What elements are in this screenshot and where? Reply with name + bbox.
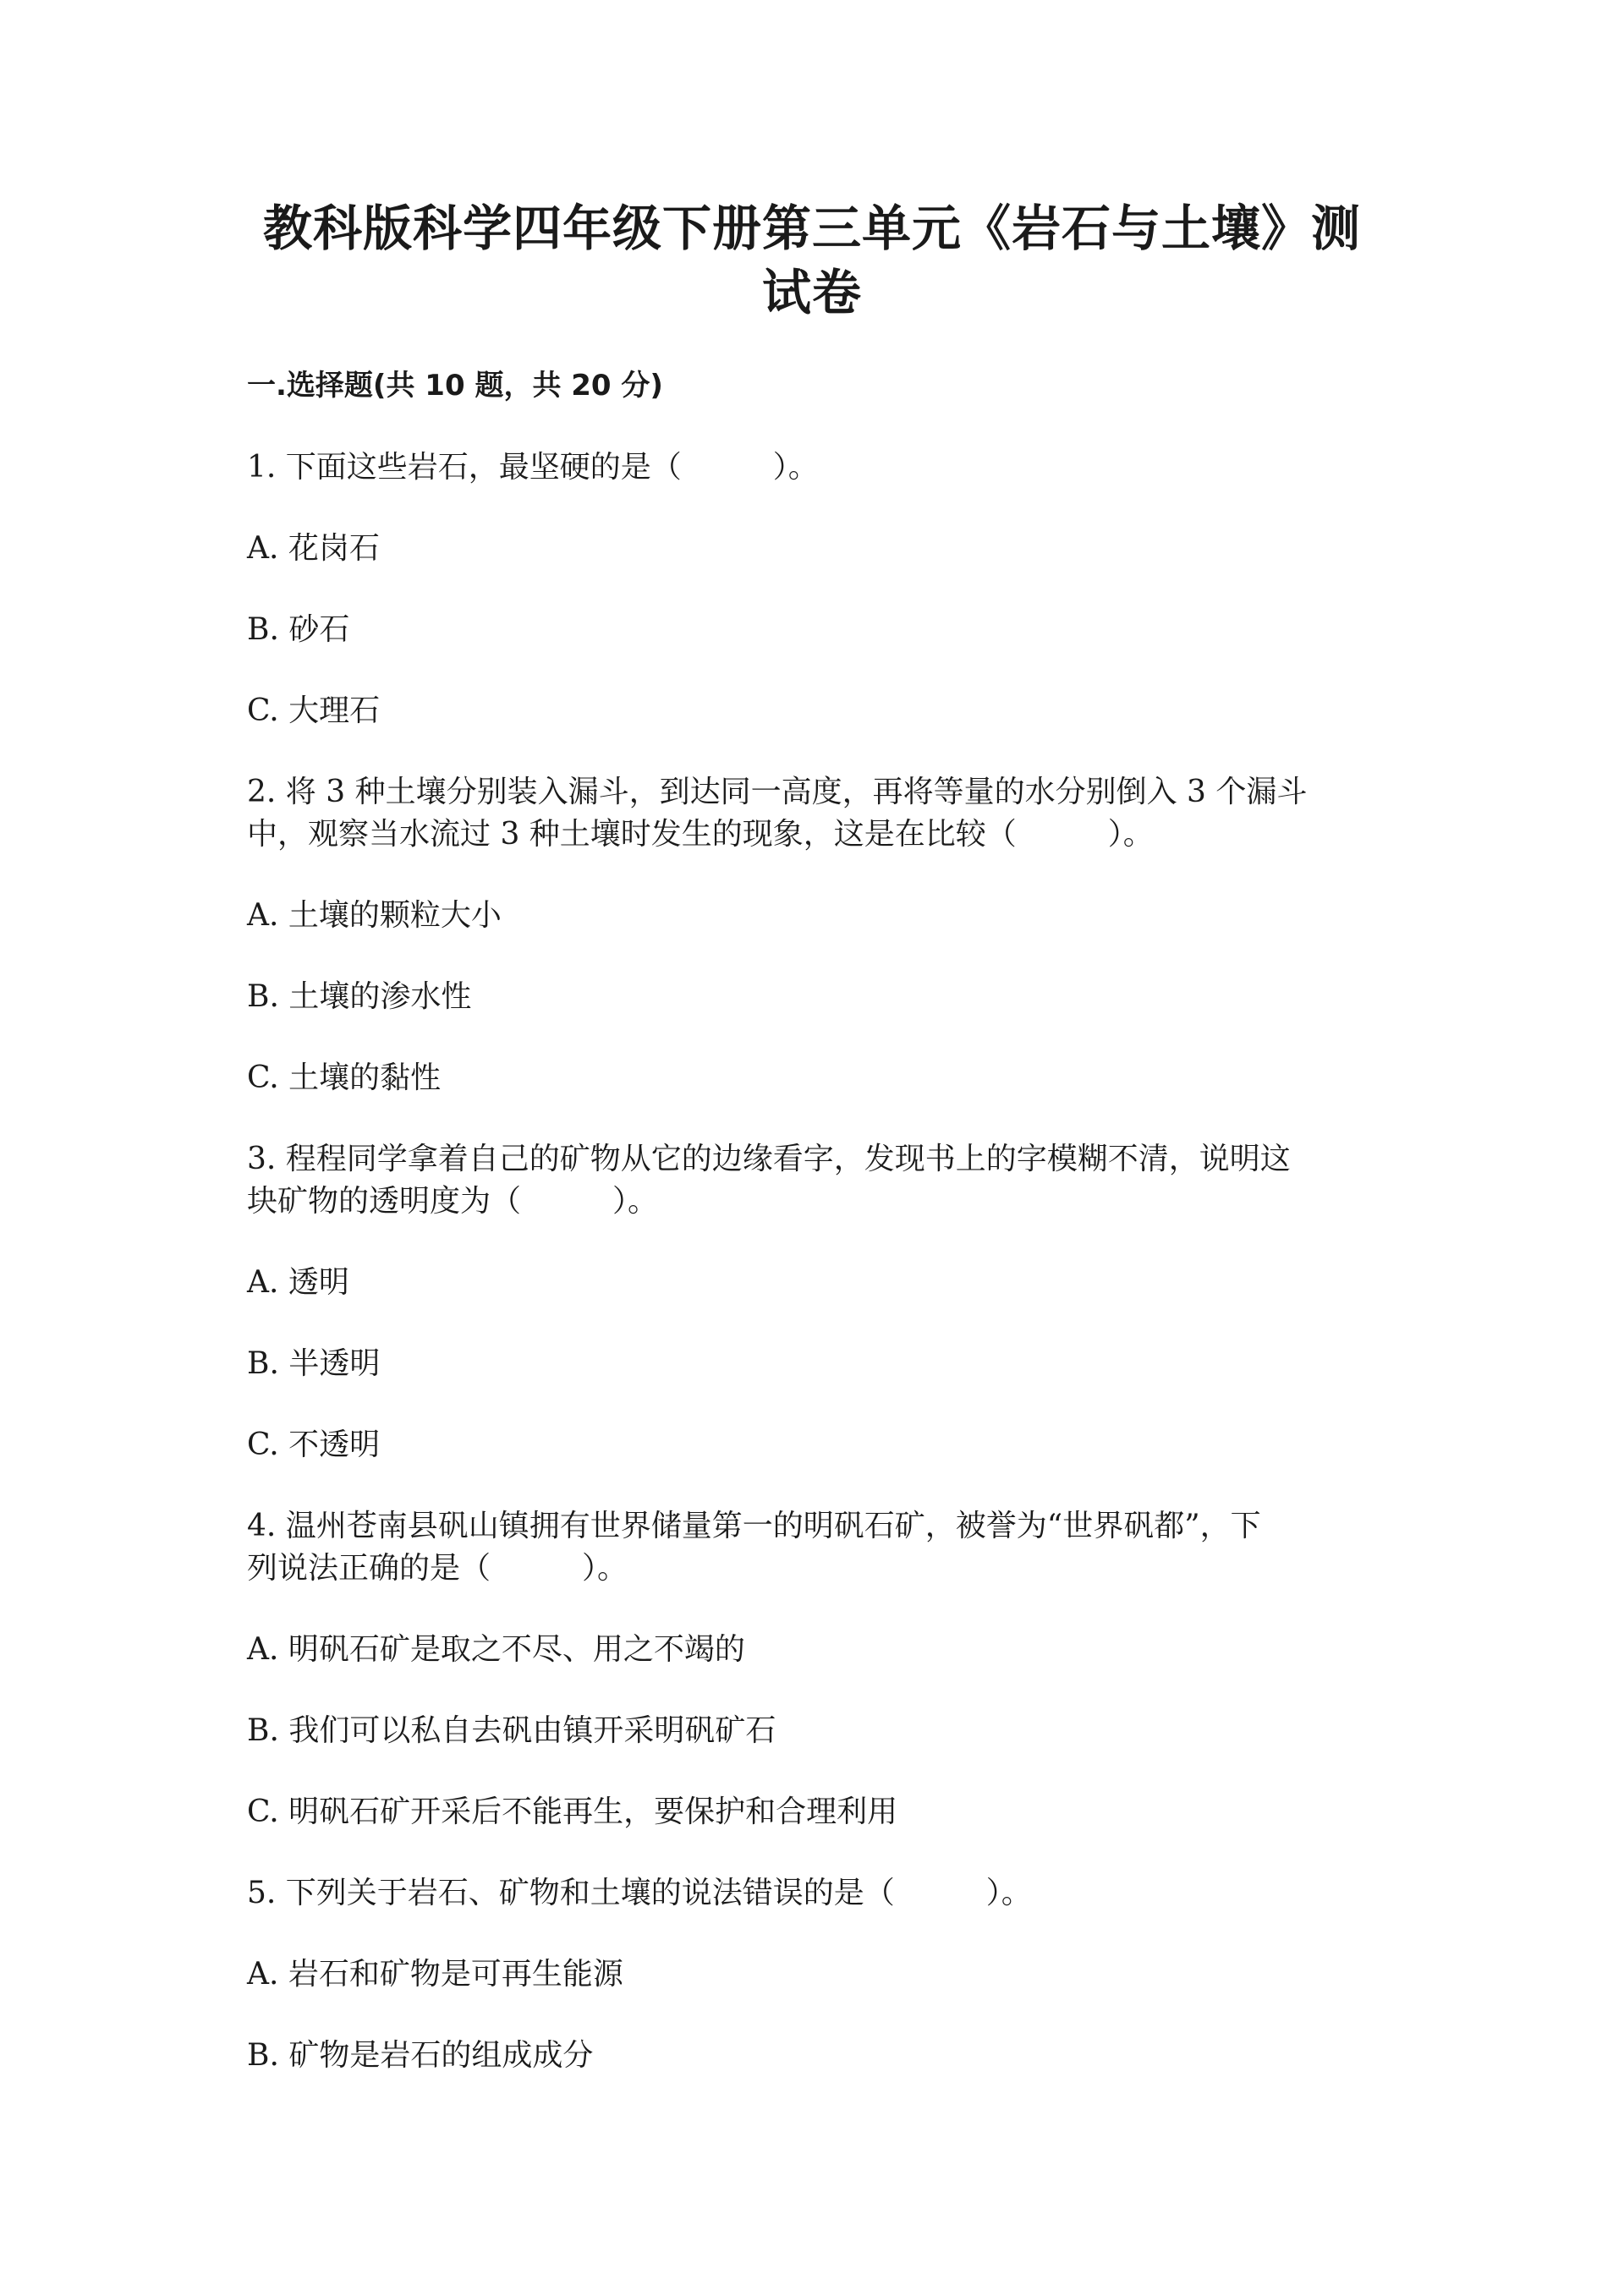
question-4-stem-line-1: 4. 温州苍南县矾山镇拥有世界储量第一的明矾石矿，被誉为“世界矾都”，下 — [247, 1509, 1261, 1543]
question-5-option-b: B. 矿物是岩石的组成成分 — [247, 2038, 594, 2073]
question-1-option-a: A. 花岗石 — [247, 531, 380, 566]
question-1-option-c: C. 大理石 — [247, 693, 381, 728]
question-1-stem: 1. 下面这些岩石，最坚硬的是（ ）。 — [247, 450, 819, 485]
question-3-option-b: B. 半透明 — [247, 1346, 381, 1381]
question-4-option-b: B. 我们可以私自去矾由镇开采明矾矿石 — [247, 1713, 776, 1748]
question-1-option-b: B. 砂石 — [247, 612, 350, 647]
question-4-option-a: A. 明矾石矿是取之不尽、用之不竭的 — [247, 1632, 745, 1667]
question-3-option-c: C. 不透明 — [247, 1427, 381, 1462]
section-heading-multiple-choice: 一.选择题(共 10 题，共 20 分) — [247, 369, 663, 403]
question-4-option-c: C. 明矾石矿开采后不能再生，要保护和合理利用 — [247, 1795, 898, 1829]
question-2-option-c: C. 土壤的黏性 — [247, 1060, 442, 1095]
question-3-stem-line-1: 3. 程程同学拿着自己的矿物从它的边缘看字，发现书上的字模糊不清，说明这 — [247, 1142, 1291, 1176]
question-4-stem-line-2: 列说法正确的是（ ）。 — [247, 1551, 628, 1586]
question-5-stem: 5. 下列关于岩石、矿物和土壤的说法错误的是（ ）。 — [247, 1876, 1032, 1910]
question-2-option-b: B. 土壤的渗水性 — [247, 979, 472, 1014]
question-3-stem-line-2: 块矿物的透明度为（ ）。 — [247, 1184, 659, 1219]
question-5-option-a: A. 岩石和矿物是可再生能源 — [247, 1957, 623, 1992]
exam-title: 教科版科学四年级下册第三单元《岩石与土壤》测试卷 — [262, 200, 1361, 321]
question-2-stem-line-2: 中，观察当水流过 3 种土壤时发生的现象，这是在比较（ ）。 — [247, 817, 1154, 852]
question-2-stem-line-1: 2. 将 3 种土壤分别装入漏斗，到达同一高度，再将等量的水分别倒入 3 个漏斗 — [247, 775, 1308, 809]
question-2-option-a: A. 土壤的颗粒大小 — [247, 898, 502, 933]
question-3-option-a: A. 透明 — [247, 1265, 349, 1300]
